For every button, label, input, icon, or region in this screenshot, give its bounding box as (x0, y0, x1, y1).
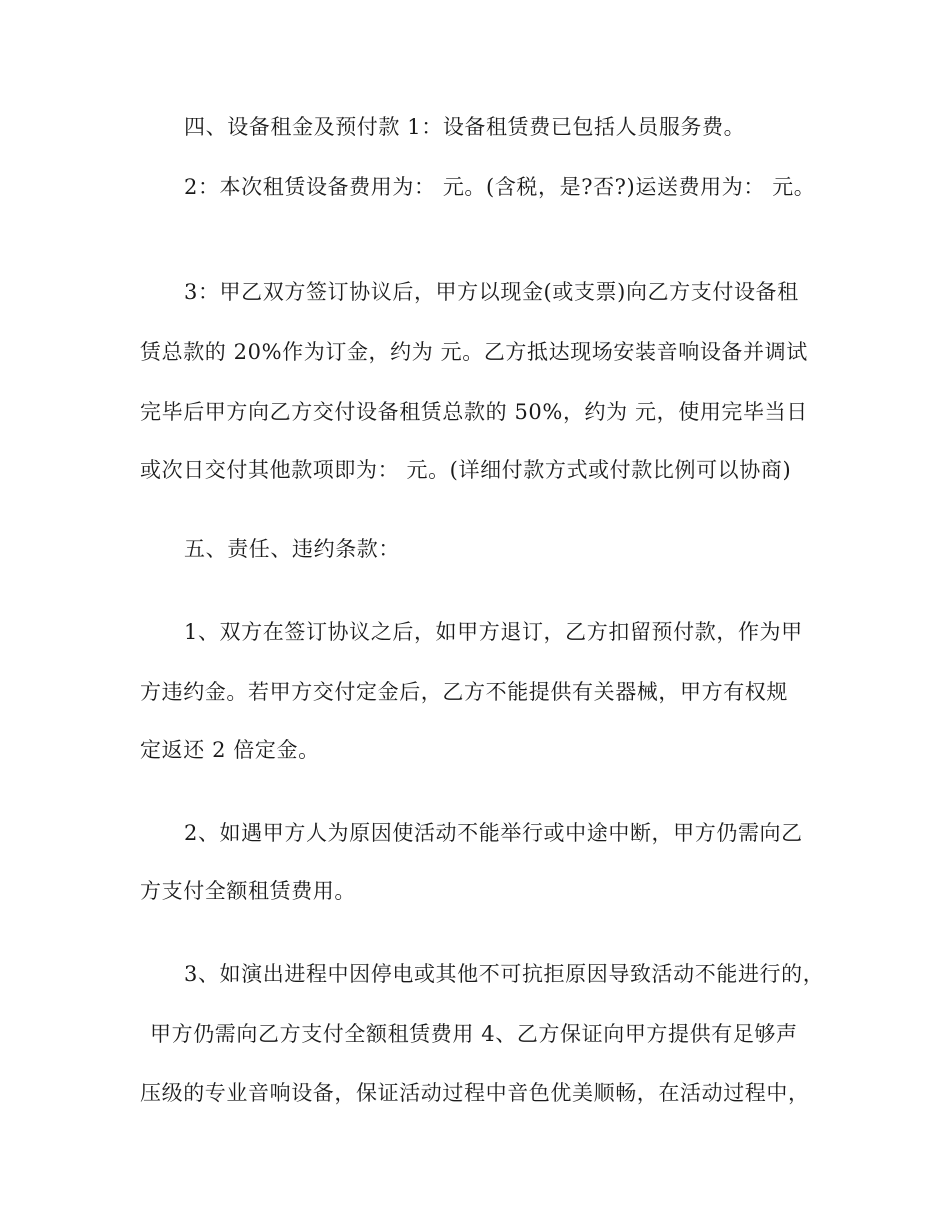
section-five-heading: 五、责任、违约条款： (184, 537, 400, 561)
clause-3-line-3: 完毕后甲方向乙方交付设备租赁总款的 50%，约为 元，使用完毕当日 (140, 400, 808, 424)
clause-3-line-4: 或次日交付其他款项即为： 元。(详细付款方式或付款比例可以协商) (140, 458, 792, 482)
clause-2-text: 2：本次租赁设备费用为： 元。(含税，是?否?)运送费用为： 元。 (184, 175, 816, 199)
liability-2-line-1: 2、如遇甲方人为原因使活动不能举行或中途中断，甲方仍需向乙 (184, 821, 803, 845)
clause-3-line-1: 3：甲乙双方签订协议后，甲方以现金(或支票)向乙方支付设备租 (184, 280, 799, 304)
liability-3-line-3: 压级的专业音响设备，保证活动过程中音色优美顺畅，在活动过程中， (140, 1081, 810, 1105)
liability-3-line-2: 甲方仍需向乙方支付全额租赁费用 4、乙方保证向甲方提供有足够声 (150, 1022, 798, 1046)
liability-1-line-2: 方违约金。若甲方交付定金后，乙方不能提供有关器械，甲方有权规 (140, 680, 788, 704)
liability-1-line-3: 定返还 2 倍定金。 (140, 738, 320, 762)
clause-3-line-2: 赁总款的 20%作为订金，约为 元。乙方抵达现场安装音响设备并调试 (140, 340, 808, 364)
section-four-heading: 四、设备租金及预付款 1：设备租赁费已包括人员服务费。 (184, 115, 746, 139)
liability-3-line-1: 3、如演出进程中因停电或其他不可抗拒原因导致活动不能进行的， (184, 962, 825, 986)
liability-1-line-1: 1、双方在签订协议之后，如甲方退订，乙方扣留预付款，作为甲 (184, 620, 803, 644)
liability-2-line-2: 方支付全额租赁费用。 (140, 879, 356, 903)
